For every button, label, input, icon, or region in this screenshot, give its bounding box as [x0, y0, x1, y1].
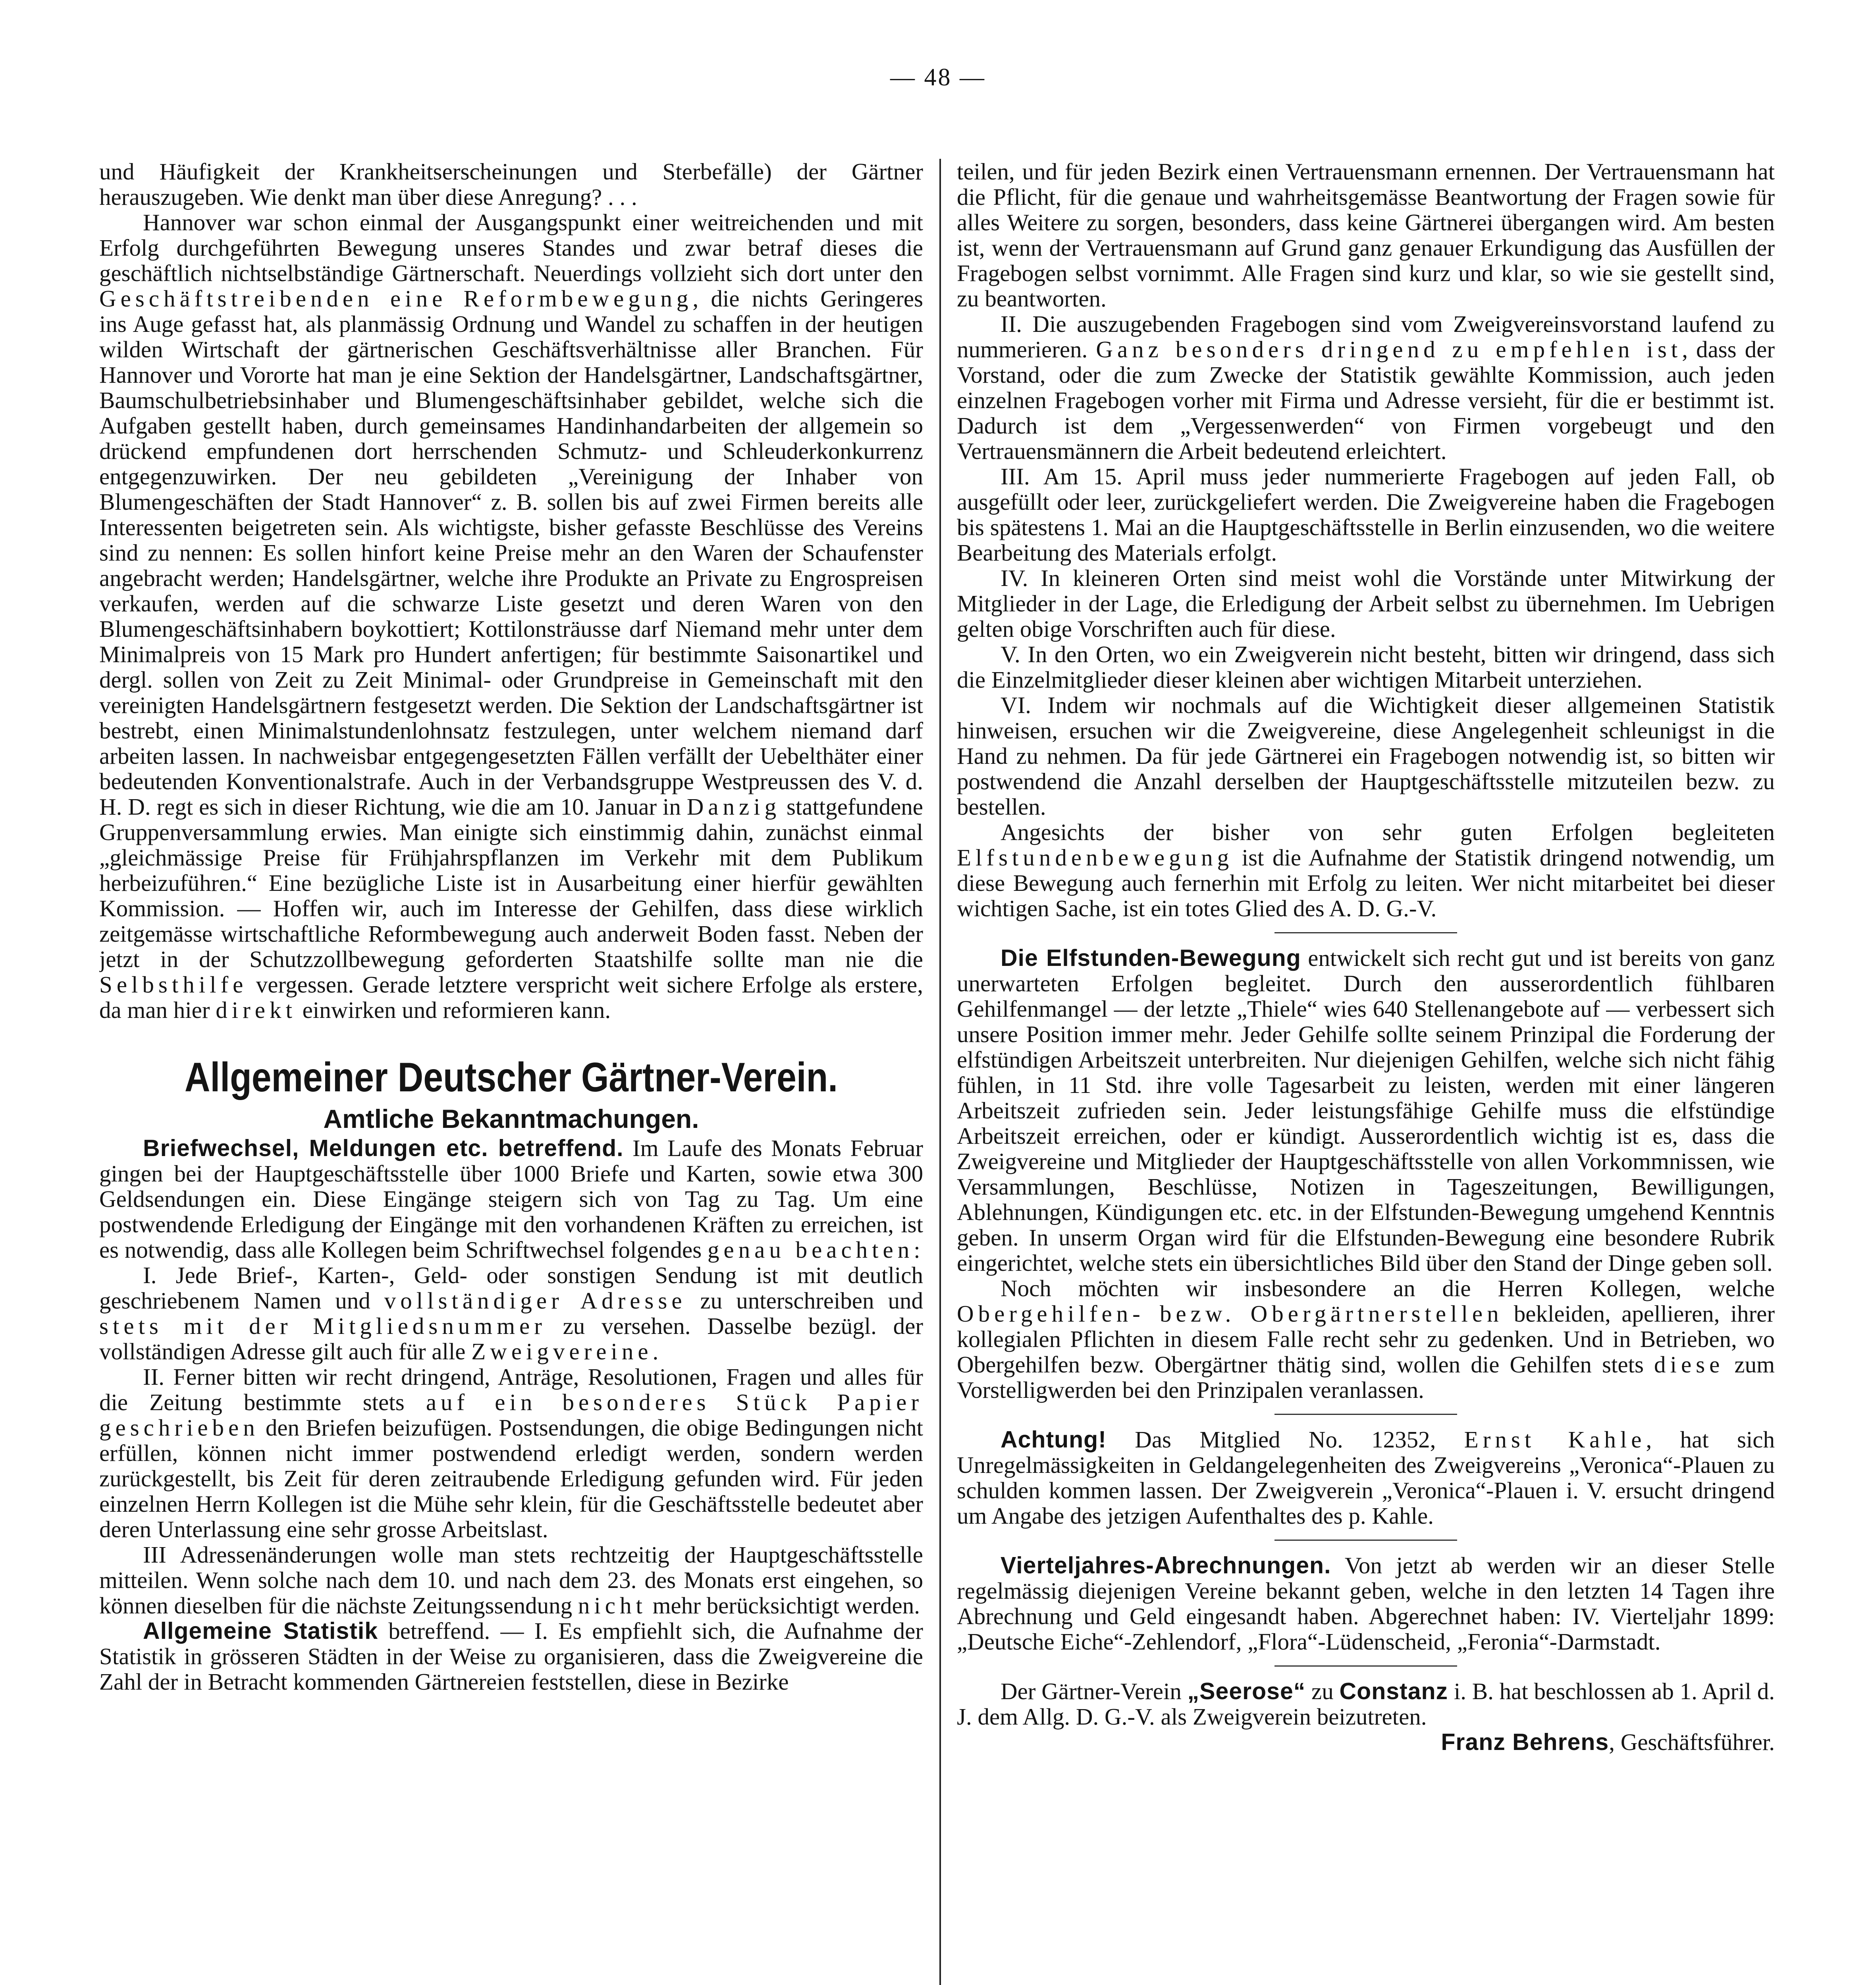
paragraph-rule-1: I. Jede Brief-, Karten-, Geld- oder sonstigen Sendung ist mit deutlich geschriebenem Namen und vollständiger Adresse zu unterschreiben und stets mit der Mitgliedsnummer zu versehen. Dasselbe bezügl. der vollständigen Adresse gilt auch für alle Zweigvereine. [99, 1262, 923, 1364]
spaced-emphasis: vollständiger Adresse [384, 1287, 686, 1314]
separator-rule [1274, 1540, 1457, 1541]
spaced-emphasis: nicht [578, 1592, 647, 1619]
column-divider [939, 159, 941, 1985]
paragraph-statistics-2: II. Die auszugebenden Fragebogen sind vom Zweigvereinsvorstand laufend zu nummerieren. Ganz besonders dringend zu empfehlen ist, dass der Vorstand, oder die zum Zwecke der Statistik gewählte Kommission, auch jeden einzelnen Fragebogen vorher mit Firma und Adresse versieht, für die er bestimmt ist. Dadurch ist dem „Vergessenwerden“ von Firmen vorgebeugt und den Vertrauensmännern die Arbeit bedeutend erleichtert. [957, 311, 1775, 464]
spaced-emphasis: stets mit der Mitgliedsnummer [99, 1313, 546, 1339]
paragraph-lead: Vierteljahres-Abrechnungen. [1001, 1552, 1331, 1578]
paragraph-illness-statistics: und Häufigkeit der Krankheitserscheinungen und Sterbefälle) der Gärtner herauszugeben. Wie denkt man über diese Anregung? . . . [99, 159, 923, 210]
spaced-emphasis: Elfstundenbewegung [957, 844, 1234, 871]
paragraph-statistics-7: Angesichts der bisher von sehr guten Erfolgen begleiteten Elfstundenbewegung ist die Aufnahme der Statistik dringend notwendig, um diese Bewegung auch fernerhin mit Erfolg zu leiten. Wer nicht mitarbeitet bei dieser wichtigen Sache, ist ein totes Glied des A. D. G.-V. [957, 819, 1775, 921]
paragraph-statistics-3: III. Am 15. April muss jeder nummerierte Fragebogen auf jeden Fall, ob ausgefüllt oder leer, zurückgeliefert werden. Die Zweigvereine haben die Fragebogen bis spätestens 1. Mai an die Hauptgeschäftsstelle in Berlin einzusenden, wo die weitere Bearbeitung des Materials erfolgt. [957, 463, 1775, 566]
right-column [957, 159, 1775, 1985]
signature-title: , Geschäftsführer. [1609, 1729, 1775, 1755]
paragraph-rule-3: III Adressenänderungen wolle man stets rechtzeitig der Hauptgeschäftsstelle mitteilen. Wenn solche nach dem 10. und nach dem 23. des Monats erst eingehen, so können dieselben für die nächste Zeitungssendung nicht mehr berücksichtigt werden. [99, 1542, 923, 1619]
paragraph-lead: Briefwechsel, Meldungen etc. betreffend. [143, 1135, 624, 1161]
separator-rule [1274, 932, 1457, 933]
paragraph-statistics-continued: teilen, und für jeden Bezirk einen Vertrauensmann ernennen. Der Vertrauensmann hat die Pflicht, für die genaue und wahrheitsgemässe Beantwortung der Fragen sowie für alles Weitere zu sorgen, besonders, dass keine Gärtnerei übergangen wird. Am besten ist, wenn der Vertrauensmann auf Grund ganz genauer Erkundigung das Ausfüllen der Fragebogen selbst vornimmt. Alle Fragen sind kurz und klar, so wie sie gestellt sind, zu beantworten. [957, 159, 1775, 312]
spaced-emphasis: Ganz besonders dringend zu empfehlen ist [1096, 336, 1682, 362]
paragraph-head-gardeners: Noch möchten wir insbesondere an die Herren Kollegen, welche Obergehilfen- bezw. Obergärtnerstellen bekleiden, apellieren, ihrer kollegialen Pflichten in diesem Falle recht sehr zu gedenken. Und in Betrieben, wo Obergehilfen bezw. Obergärtner thätig sind, wollen die Gehilfen stets diese zum Vorstelligwerden bei den Prinzipalen veranlassen. [957, 1275, 1775, 1403]
paragraph-correspondence: Briefwechsel, Meldungen etc. betreffend. Im Laufe des Monats Februar gingen bei der Hauptgeschäftsstelle über 1000 Briefe und Karten, sowie etwa 300 Geldsendungen ein. Diese Eingänge steigern sich von Tag zu Tag. Um eine postwendende Erledigung der Eingänge mit den vorhandenen Kräften zu erreichen, ist es notwendig, dass alle Kollegen beim Schriftwechsel folgendes genau beachten: [99, 1135, 923, 1263]
spaced-emphasis: diese [1654, 1351, 1724, 1378]
section-title: Allgemeiner Deutscher Gärtner-Verein. [184, 1054, 838, 1100]
signature [957, 1729, 1775, 1755]
paragraph-warning: Achtung! Das Mitglied No. 12352, Ernst Kahle, hat sich Unregelmässigkeiten in Geldangelegenheiten des Zweigvereins „Veronica“-Plauen zu schulden kommen lassen. Der Zweigverein „Veronica“-Plauen i. V. ersucht dringend um Angabe des jetzigen Aufenthaltes des p. Kahle. [957, 1426, 1775, 1529]
paragraph-statistics: Allgemeine Statistik betreffend. — I. Es empfiehlt sich, die Aufnahme der Statistik in grösseren Städten in der Weise zu organisieren, dass die Zweigvereine die Zahl der in Betracht kommenden Gärtnereien feststellen, diese in Bezirke [99, 1618, 923, 1695]
paragraph-lead: Allgemeine Statistik [143, 1618, 378, 1644]
spaced-emphasis: Selbsthilfe [99, 971, 248, 998]
paragraph-statistics-4: IV. In kleineren Orten sind meist wohl die Vorstände unter Mitwirkung der Mitglieder in der Lage, die Erledigung der Arbeit selbst zu übernehmen. Im Uebrigen gelten obige Vorschriften auch für diese. [957, 565, 1775, 642]
paragraph-seerose: Der Gärtner-Verein „Seerose“ zu Constanz i. B. hat beschlossen ab 1. April d. J. dem Allg. D. G.-V. als Zweigverein beizutreten. [957, 1678, 1775, 1730]
paragraph-quarterly-accounts: Vierteljahres-Abrechnungen. Von jetzt ab werden wir an dieser Stelle regelmässig diejenigen Vereine bekannt geben, welche in den letzten 14 Tagen ihre Abrechnung und Geld eingesandt haben. Abgerechnet haben: IV. Vierteljahr 1899: „Deutsche Eiche“-Zehlendorf, „Flora“-Lüdenscheid, „Feronia“-Darmstadt. [957, 1552, 1775, 1655]
paragraph-statistics-6: VI. Indem wir nochmals auf die Wichtigkeit dieser allgemeinen Statistik hinweisen, ersuchen wir die Zweigvereine, diese Angelegenheit schleunigst in die Hand zu nehmen. Da für jede Gärtnerei ein Fragebogen notwendig ist, so bitten wir postwendend die Anzahl derselben der Hauptgeschäftsstelle mitzuteilen bezw. zu bestellen. [957, 692, 1775, 820]
spaced-emphasis: Zweigvereine [471, 1338, 653, 1364]
paragraph-eleven-hours: Die Elfstunden-Bewegung entwickelt sich recht gut und ist bereits von ganz unerwarteten Erfolgen begleitet. Durch den ausserordentlich fühlbaren Gehilfenmangel — der letzte „Thiele“ wies 640 Stellenangebote auf — verbessert sich unsere Position immer mehr. Jeder Gehilfe sollte seinem Prinzipal die Forderung der elfstündigen Arbeitszeit unterbreiten. Nur diejenigen Gehilfen, welche sich nicht fähig fühlen, in 11 Std. ihre volle Tagesarbeit zu leisten, werden mit einer längeren Arbeitszeit zufrieden sein. Jeder leistungsfähige Gehilfe muss die elfstündige Arbeitszeit erreichen, oder er kündigt. Ausserordentlich wichtig ist es, dass die Zweigvereine und Mitglieder der Hauptgeschäftsstelle von allen Vorkommnissen, wie Versammlungen, Beschlüsse, Notizen in Tageszeitungen, Bewilligungen, Ablehnungen, Kündigungen etc. etc. in der Elfstunden-Bewegung umgehend Kenntnis geben. In unserm Organ wird für die Elfstunden-Bewegung eine besondere Rubrik eingerichtet, welche stets ein übersichtliches Bild über den Stand der Dinge geben soll. [957, 945, 1775, 1276]
bold-name: Constanz [1339, 1678, 1448, 1704]
spaced-emphasis: Obergehilfen- bezw. Obergärtnerstellen [957, 1301, 1503, 1327]
paragraph-hannover-reform: Hannover war schon einmal der Ausgangspunkt einer weitreichenden und mit Erfolg durchgeführten Bewegung unseres Standes und zwar betraf dieses die geschäftlich nichtselbständige Gärtnerschaft. Neuerdings vollzieht sich dort unter den Geschäftstreibenden eine Reformbewegung, die nichts Geringeres ins Auge gefasst hat, als planmässig Ordnung und Wandel zu schaffen in der heutigen wilden Wirtschaft der gärtnerischen Geschäftsverhältnisse aller Branchen. Für Hannover und Vororte hat man je eine Sektion der Handelsgärtner, Landschaftsgärtner, Baumschulbetriebsinhaber und Blumengeschäftsinhaber gebildet, welche sich die Aufgaben gestellt haben, durch gemeinsames Handinhandarbeiten der allgemein so drückend empfundenen dort herrschenden Schmutz- und Schleuderkonkurrenz entgegenzuwirken. Der neu gebildeten „Vereinigung der Inhaber von Blumengeschäften der Stadt Hannover“ z. B. sollen bis auf zwei Firmen bereits alle Interessenten beigetreten sein. Als wichtigste, bisher gefasste Beschlüsse des Vereins sind zu nennen: Es sollen hinfort keine Preise mehr an den Waren der Schaufenster angebracht werden; Handelsgärtner, welche ihre Produkte an Private zu Engrospreisen verkaufen, werden auf die schwarze Liste gesetzt und deren Waren von den Blumengeschäftsinhabern boykottiert; Kottilonsträusse darf Niemand mehr unter dem Minimalpreis von 15 Mark pro Hundert anfertigen; für bestimmte Saisonartikel und dergl. sollen von Zeit zu Zeit Minimal- oder Grundpreise in Gemeinschaft mit den vereinigten Handelsgärtnern festgesetzt werden. Die Sektion der Landschaftsgärtner ist bestrebt, einen Minimalstundenlohnsatz festzulegen, unter welchem niemand darf arbeiten lassen. In nachweisbar entgegengesetzten Fällen verfällt der Uebelthäter einer bedeutenden Konventionalstrafe. Auch in der Verbandsgruppe Westpreussen des V. d. H. D. regt es sich in dieser Richtung, wie die am 10. Januar in Danzig stattgefundene Gruppenversammlung erwies. Man einigte sich einstimmig dahin, zunächst einmal „gleichmässige Preise für Frühjahrspflanzen im Verkehr mit dem Publikum herbeizuführen.“ Eine bezügliche Liste ist in Ausarbeitung einer hierfür gewählten Kommission. — Hoffen wir, auch im Interesse der Gehilfen, dass diese wirklich zeitgemässe wirtschaftliche Reformbewegung auch anderweit Boden fasst. Neben der jetzt in der Schutzzollbewegung geforderten Staatshilfe sollte man nie die Selbsthilfe vergessen. Gerade letztere verspricht weit sichere Erfolge als erstere, da man hier direkt einwirken und reformieren kann. [99, 209, 923, 1023]
paragraph-lead: Achtung! [1001, 1426, 1107, 1453]
spaced-emphasis: auf ein besonderes Stück Papier geschrieben [99, 1389, 923, 1441]
page-number: — 48 — [890, 64, 986, 91]
section-subtitle: Amtliche Bekanntmachungen. [323, 1104, 699, 1133]
separator-rule [1274, 1414, 1457, 1415]
paragraph-statistics-5: V. In den Orten, wo ein Zweigverein nicht besteht, bitten wir dringend, dass sich die Einzelmitglieder dieser kleinen aber wichtigen Mitarbeit unterziehen. [957, 641, 1775, 693]
left-column [99, 159, 923, 1985]
signature-name: Franz Behrens [1441, 1729, 1609, 1755]
spaced-emphasis: genau beachten [707, 1237, 914, 1263]
paragraph-rule-2: II. Ferner bitten wir recht dringend, Anträge, Resolutionen, Fragen und alles für die Zeitung bestimmte stets auf ein besonderes Stück Papier geschrieben den Briefen beizufügen. Postsendungen, die obige Bedingungen nicht erfüllen, können nicht immer postwendend erledigt werden, sondern werden zurückgestellt, bis Zeit für deren zeitraubende Erledigung gefunden wird. Für jeden einzelnen Herrn Kollegen ist die Mühe sehr klein, für die Geschäftsstelle bedeutet aber deren Unterlassung eine sehr grosse Arbeitslast. [99, 1364, 923, 1542]
spaced-emphasis: Ernst Kahle [1464, 1426, 1646, 1453]
spaced-emphasis: direkt [216, 997, 297, 1023]
spaced-emphasis: Geschäftstreibenden eine Reformbewegung [99, 285, 693, 312]
bold-name: „Seerose“ [1187, 1678, 1306, 1704]
spaced-emphasis: Danzig [686, 794, 781, 820]
separator-rule [1274, 1665, 1457, 1667]
paragraph-lead: Die Elfstunden-Bewegung [1001, 945, 1301, 971]
